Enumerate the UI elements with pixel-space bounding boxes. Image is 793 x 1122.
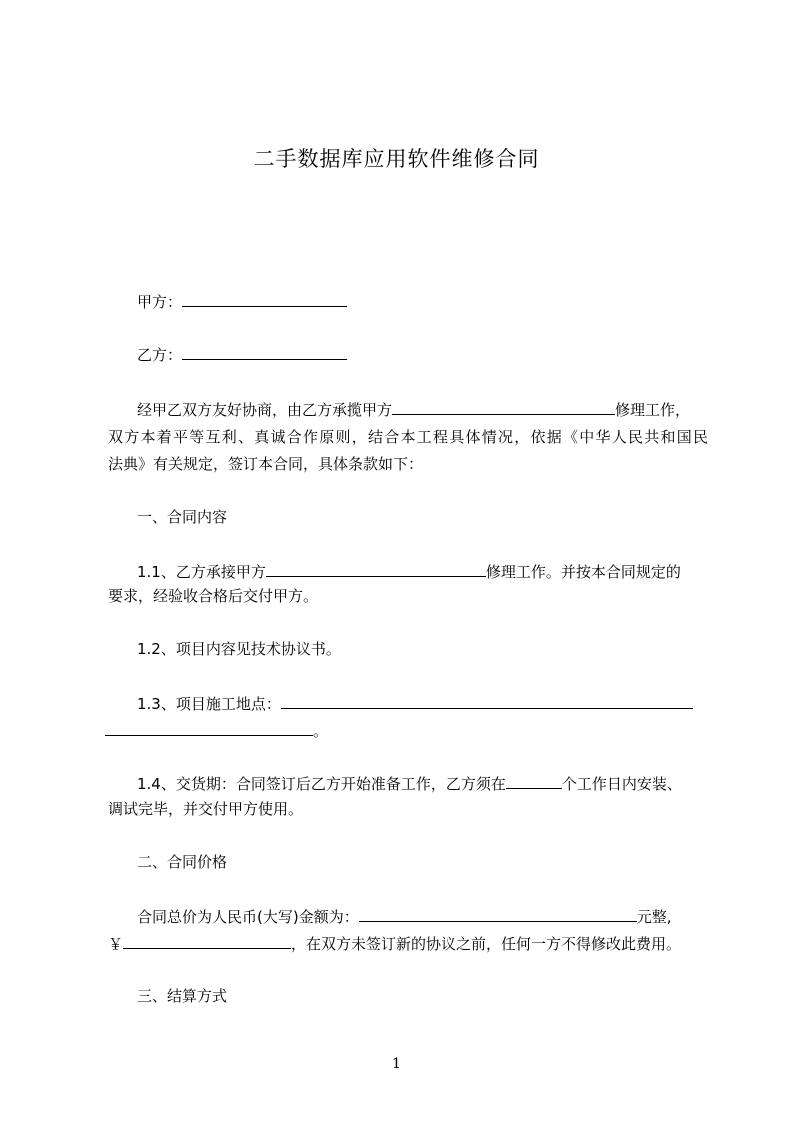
section-2-heading: 二、合同价格	[137, 853, 228, 871]
party-b-line	[137, 344, 347, 365]
clause-1-4-text-b: 个工作日内安装、	[561, 775, 682, 793]
intro-text-1a: 经甲乙双方友好协商，由乙方承揽甲方	[137, 401, 393, 419]
clause-1-1-text-b: 修理工作。并按本合同规定的	[485, 563, 681, 581]
repair-item-blank[interactable]	[392, 399, 615, 415]
party-a-line	[137, 291, 347, 312]
page-number: 1	[392, 1056, 401, 1072]
clause-1-2: 1.2、项目内容见技术协议书。	[137, 640, 341, 658]
intro-line-1	[137, 399, 690, 420]
price-line-2	[108, 933, 681, 954]
clause-1-3-text: 1.3、项目施工地点：	[137, 695, 281, 713]
price-words-blank[interactable]	[359, 906, 637, 922]
price-line-1	[137, 906, 672, 927]
party-a-label: 甲方：	[137, 293, 183, 311]
clause-1-4-line-2: 调试完毕，并交付甲方使用。	[108, 800, 304, 818]
clause-1-1-text-a: 1.1、乙方承接甲方	[137, 563, 266, 581]
workdays-blank[interactable]	[506, 773, 562, 789]
party-a-blank[interactable]	[182, 291, 347, 307]
price-text-a: 合同总价为人民币(大写)金额为：	[137, 908, 359, 926]
clause-1-3-line-2	[105, 720, 328, 741]
intro-line-3: 法典》有关规定，签订本合同，具体条款如下：	[108, 455, 424, 473]
clause-1-1-line-2: 要求，经验收合格后交付甲方。	[108, 587, 319, 605]
clause-1-4-line-1	[137, 773, 682, 794]
party-b-blank[interactable]	[182, 344, 347, 360]
price-text-c: ，在双方未签订新的协议之前，任何一方不得修改此费用。	[291, 935, 682, 953]
section-1-heading: 一、合同内容	[137, 508, 228, 526]
clause-1-1-blank[interactable]	[266, 561, 486, 577]
document-title: 二手数据库应用软件维修合同	[253, 147, 540, 171]
price-number-blank[interactable]	[123, 933, 291, 949]
clause-1-1-line-1	[137, 561, 681, 582]
clause-1-3-end: 。	[313, 722, 329, 740]
section-3-heading: 三、结算方式	[137, 987, 228, 1005]
clause-1-4-text-a: 1.4、交货期：合同签订后乙方开始准备工作，乙方须在	[137, 775, 506, 793]
intro-text-1b: 修理工作，	[615, 401, 691, 419]
clause-1-3-line-1	[137, 693, 693, 714]
party-b-label: 乙方：	[137, 346, 183, 364]
price-text-b: 元整,	[636, 908, 672, 926]
site-location-blank[interactable]	[281, 693, 693, 709]
currency-symbol: ￥	[108, 935, 124, 953]
site-location-blank-cont[interactable]	[105, 720, 313, 736]
intro-line-2: 双方本着平等互利、真诚合作原则，结合本工程具体情况，依据《中华人民共和国民	[108, 428, 708, 446]
